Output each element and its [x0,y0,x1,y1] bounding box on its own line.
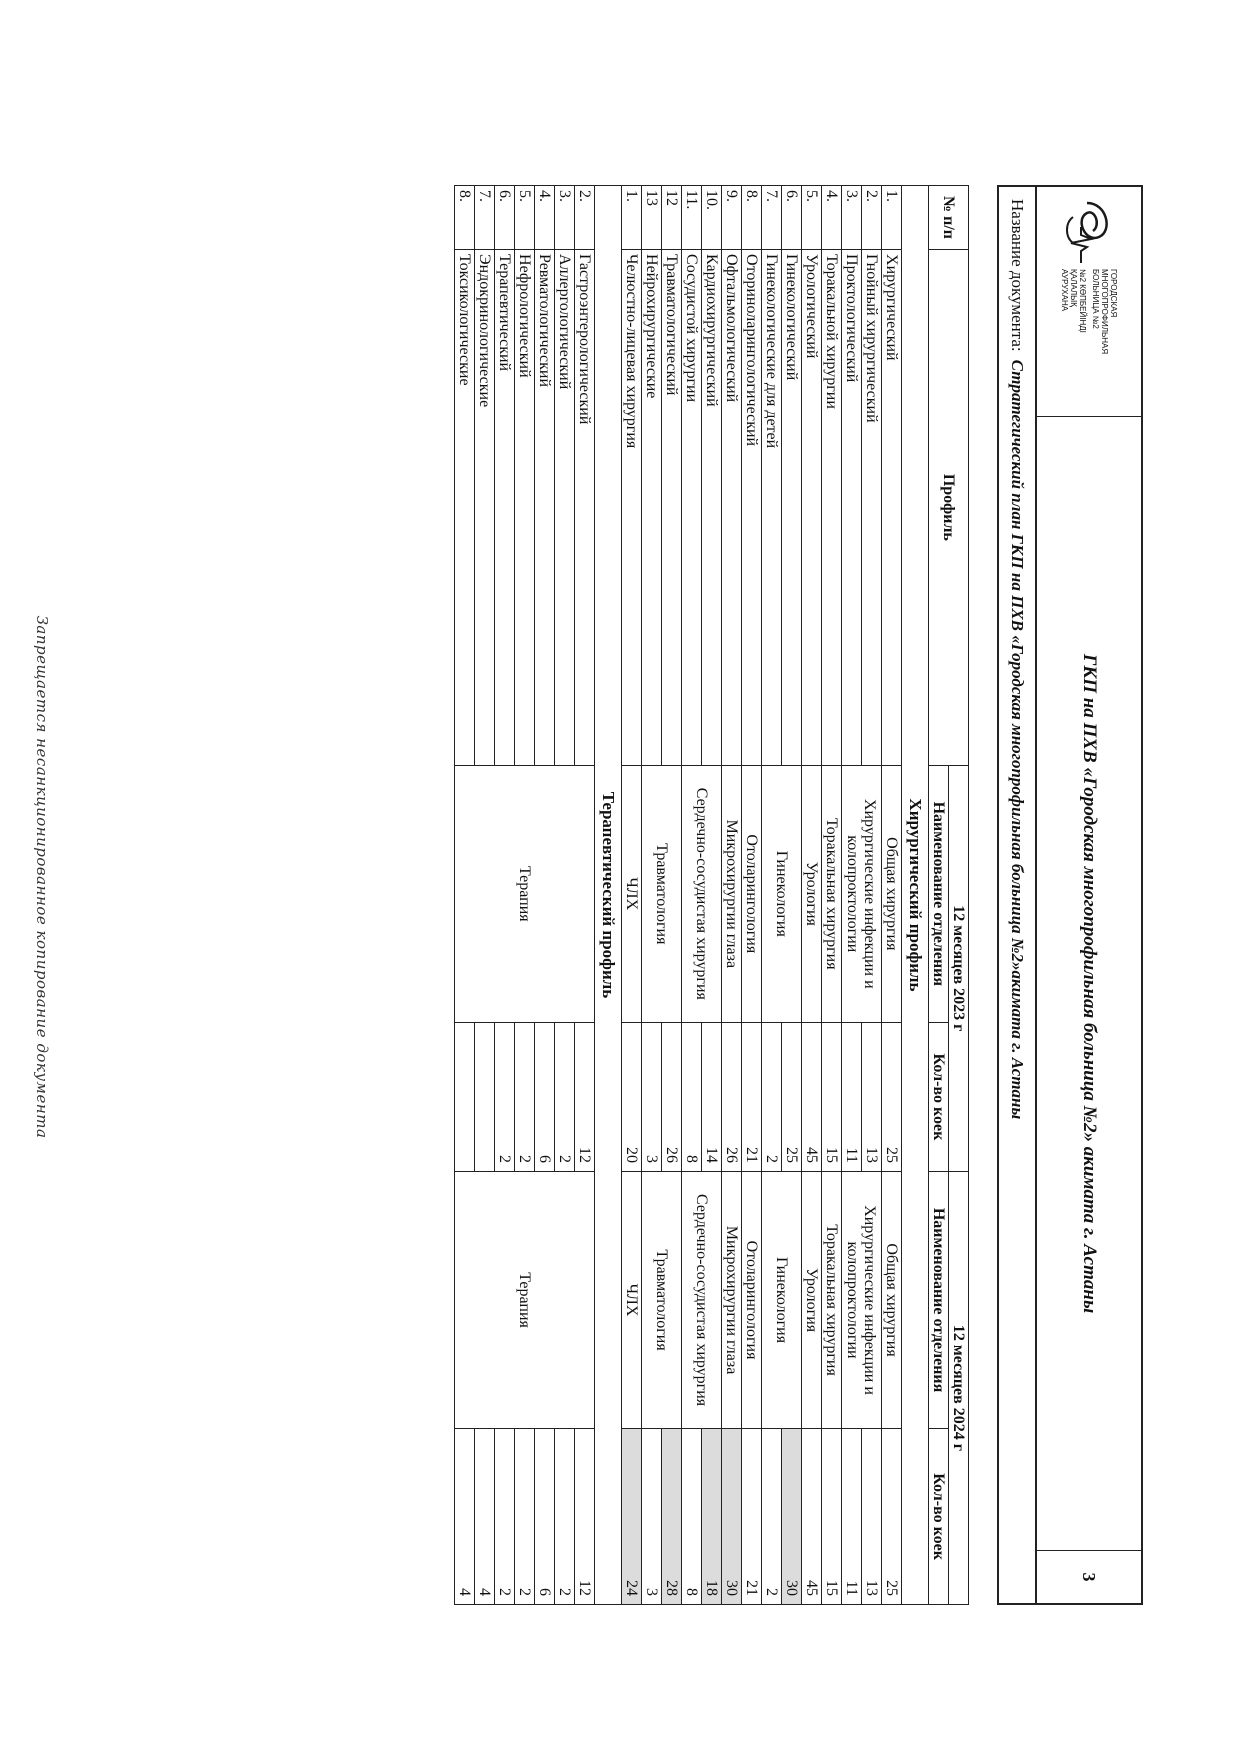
row-beds-2024: 25 [882,1429,902,1605]
row-dept-2023: Отоларингология [742,765,762,1022]
row-beds-2024: 21 [742,1429,762,1605]
col-num-header: № п/п [929,186,969,250]
row-dept-2023: Сердечно-сосудистая хирургия [682,765,722,1022]
row-profile: Травматологический [662,250,682,766]
row-profile: Гинекологические для детей [762,250,782,766]
document-name-row [997,185,1035,1605]
row-dept-2023: Общая хирургия [882,765,902,1022]
section-row [595,186,622,1605]
row-beds-2023: 12 [575,1022,595,1171]
row-dept-2024: Урология [802,1171,822,1428]
logo-line: БОЛЬНИЦА №2 [1090,269,1100,329]
table-row [622,186,642,1605]
row-dept-2023: Травматология [642,765,682,1022]
logo-kz-line: ҚАЛАЛЫҚ [1069,269,1079,307]
row-dept-2024: Травматология [642,1171,682,1428]
row-profile: Сосудистой хирургии [682,250,702,766]
row-profile: Хирургический [882,250,902,766]
row-dept-2024: Отоларингология [742,1171,762,1428]
row-profile: Ревматологический [535,250,555,766]
table-row [862,186,882,1605]
row-num: 12 [662,186,682,250]
row-beds-2024: 30 [722,1429,742,1605]
period-2023-header: 12 месяцев 2023 г [949,765,969,1171]
row-profile: Терапевтический [495,250,515,766]
row-beds-2023 [455,1022,475,1171]
row-beds-2023: 20 [622,1022,642,1171]
row-beds-2023: 2 [555,1022,575,1171]
document-name-label: Название документа: [1008,199,1027,352]
row-num: 3. [842,186,862,250]
row-num: 6. [495,186,515,250]
row-beds-2023: 8 [682,1022,702,1171]
table-row [802,186,822,1605]
page-number: 3 [1037,1550,1141,1603]
row-num: 9. [722,186,742,250]
organization-title: ГКП на ПХВ «Городская многопрофильная больница №2» акимата г. Астаны [1079,653,1100,1314]
row-dept-2023: Урология [802,765,822,1022]
beds-table [454,185,969,1605]
table-row [722,186,742,1605]
row-num: 8. [742,186,762,250]
document-title: Стратегический план ГКП на ПХВ «Городская многопрофильная больница №2»акимата г. Астаны [1008,359,1027,1120]
row-num: 6. [782,186,802,250]
row-beds-2024: 4 [455,1429,475,1605]
row-beds-2024: 28 [662,1429,682,1605]
row-beds-2023: 26 [662,1022,682,1171]
header-row [949,186,969,1605]
table-row [782,186,802,1605]
row-profile: Проктологический [842,250,862,766]
logo-kz-line: АУРУХАНА [1060,269,1070,312]
row-profile: Офтальмологический [722,250,742,766]
row-beds-2024: 45 [802,1429,822,1605]
section-row [902,186,929,1605]
row-beds-2024: 24 [622,1429,642,1605]
logo-text [1060,269,1118,354]
row-beds-2023: 6 [535,1022,555,1171]
row-num: 4. [535,186,555,250]
table-row [702,186,722,1605]
row-beds-2023: 13 [862,1022,882,1171]
row-num: 5. [515,186,535,250]
row-dept-2024: Хирургические инфекции и колопроктологии [842,1171,882,1428]
logo-kz-text [1060,269,1088,354]
row-profile: Оториноларингологический [742,250,762,766]
row-profile: Токсикологические [455,250,475,766]
period-2024-header: 12 месяцев 2024 г [949,1171,969,1604]
row-profile: Нефрологический [515,250,535,766]
therapy-dept-2023: Терапия [455,765,595,1022]
row-dept-2024: Микрохирургии глаза [722,1171,742,1428]
row-beds-2023: 3 [642,1022,662,1171]
row-beds-2024: 2 [762,1429,782,1605]
col-profile-header: Профиль [929,250,969,766]
table-row [575,186,595,1605]
table-row [882,186,902,1605]
row-beds-2024: 2 [515,1429,535,1605]
row-profile: Урологический [802,250,822,766]
row-beds-2024: 2 [495,1429,515,1605]
row-beds-2023: 25 [782,1022,802,1171]
row-num: 1. [882,186,902,250]
hospital-logo-icon [1061,197,1117,265]
table-row [822,186,842,1605]
row-beds-2024: 3 [642,1429,662,1605]
row-profile: Гастроэнтерологический [575,250,595,766]
row-num: 13 [642,186,662,250]
row-beds-2024: 8 [682,1429,702,1605]
row-profile: Кардиохирургический [702,250,722,766]
dept-2023-header: Наименование отделения [929,765,949,1022]
row-num: 3. [555,186,575,250]
logo-cell [1037,187,1141,417]
row-beds-2024: 11 [842,1429,862,1605]
row-beds-2023: 26 [722,1022,742,1171]
row-beds-2023: 14 [702,1022,722,1171]
row-profile: Гинекологический [782,250,802,766]
row-dept-2024: Гинекология [762,1171,802,1428]
logo-line: МНОГОПРОФИЛЬНАЯ [1099,269,1109,355]
row-dept-2023: Микрохирургии глаза [722,765,742,1022]
row-profile: Челюстно-лицевая хирургия [622,250,642,766]
row-beds-2024: 15 [822,1429,842,1605]
row-num: 4. [822,186,842,250]
row-beds-2024: 30 [782,1429,802,1605]
table-row [662,186,682,1605]
row-dept-2023: Гинекология [762,765,802,1022]
row-dept-2024: ЧЛХ [622,1171,642,1428]
therapy-dept-2024: Терапия [455,1171,595,1428]
row-beds-2024: 12 [575,1429,595,1605]
row-num: 8. [455,186,475,250]
surgical-section-title: Хирургический профиль [902,186,929,1605]
row-num: 7. [762,186,782,250]
row-num: 10. [702,186,722,250]
row-dept-2024: Общая хирургия [882,1171,902,1428]
row-dept-2023: Хирургические инфекции и колопроктологии [842,765,882,1022]
row-beds-2024: 18 [702,1429,722,1605]
logo-kz-line: №2 КӨПБЕЙІНДІ [1078,269,1088,333]
row-beds-2024: 13 [862,1429,882,1605]
row-beds-2024: 4 [475,1429,495,1605]
row-beds-2023: 15 [822,1022,842,1171]
document [454,185,1143,1605]
row-beds-2023: 2 [515,1022,535,1171]
beds-2024-header: Кол-во коек [929,1429,949,1605]
row-profile: Гнойный хирургический [862,250,882,766]
row-beds-2023: 21 [742,1022,762,1171]
row-profile: Нейрохирургические [642,250,662,766]
row-num: 1. [622,186,642,250]
row-dept-2023: ЧЛХ [622,765,642,1022]
row-num: 11. [682,186,702,250]
row-dept-2024: Сердечно-сосудистая хирургия [682,1171,722,1428]
row-dept-2024: Торакальная хирургия [822,1171,842,1428]
row-dept-2023: Торакальная хирургия [822,765,842,1022]
row-beds-2023: 11 [842,1022,862,1171]
row-beds-2023 [475,1022,495,1171]
copy-warning: Запрещается несанкционированное копирование документа [33,615,51,1139]
row-beds-2023: 25 [882,1022,902,1171]
logo-line: ГОРОДСКАЯ [1109,269,1119,318]
row-num: 2. [862,186,882,250]
row-beds-2023: 2 [495,1022,515,1171]
organization-cell [1037,417,1141,1550]
row-beds-2023: 45 [802,1022,822,1171]
row-profile: Торакальной хирургии [822,250,842,766]
row-beds-2023: 2 [762,1022,782,1171]
document-header [1035,185,1143,1605]
table-row [742,186,762,1605]
row-num: 5. [802,186,822,250]
row-profile: Эндокринологические [475,250,495,766]
row-profile: Аллергологический [555,250,575,766]
row-beds-2024: 2 [555,1429,575,1605]
row-num: 2. [575,186,595,250]
beds-2023-header: Кол-во коек [929,1022,949,1171]
therapy-section-title: Терапевтический профиль [595,186,622,1605]
row-beds-2024: 6 [535,1429,555,1605]
row-num: 7. [475,186,495,250]
dept-2024-header: Наименование отделения [929,1171,949,1428]
